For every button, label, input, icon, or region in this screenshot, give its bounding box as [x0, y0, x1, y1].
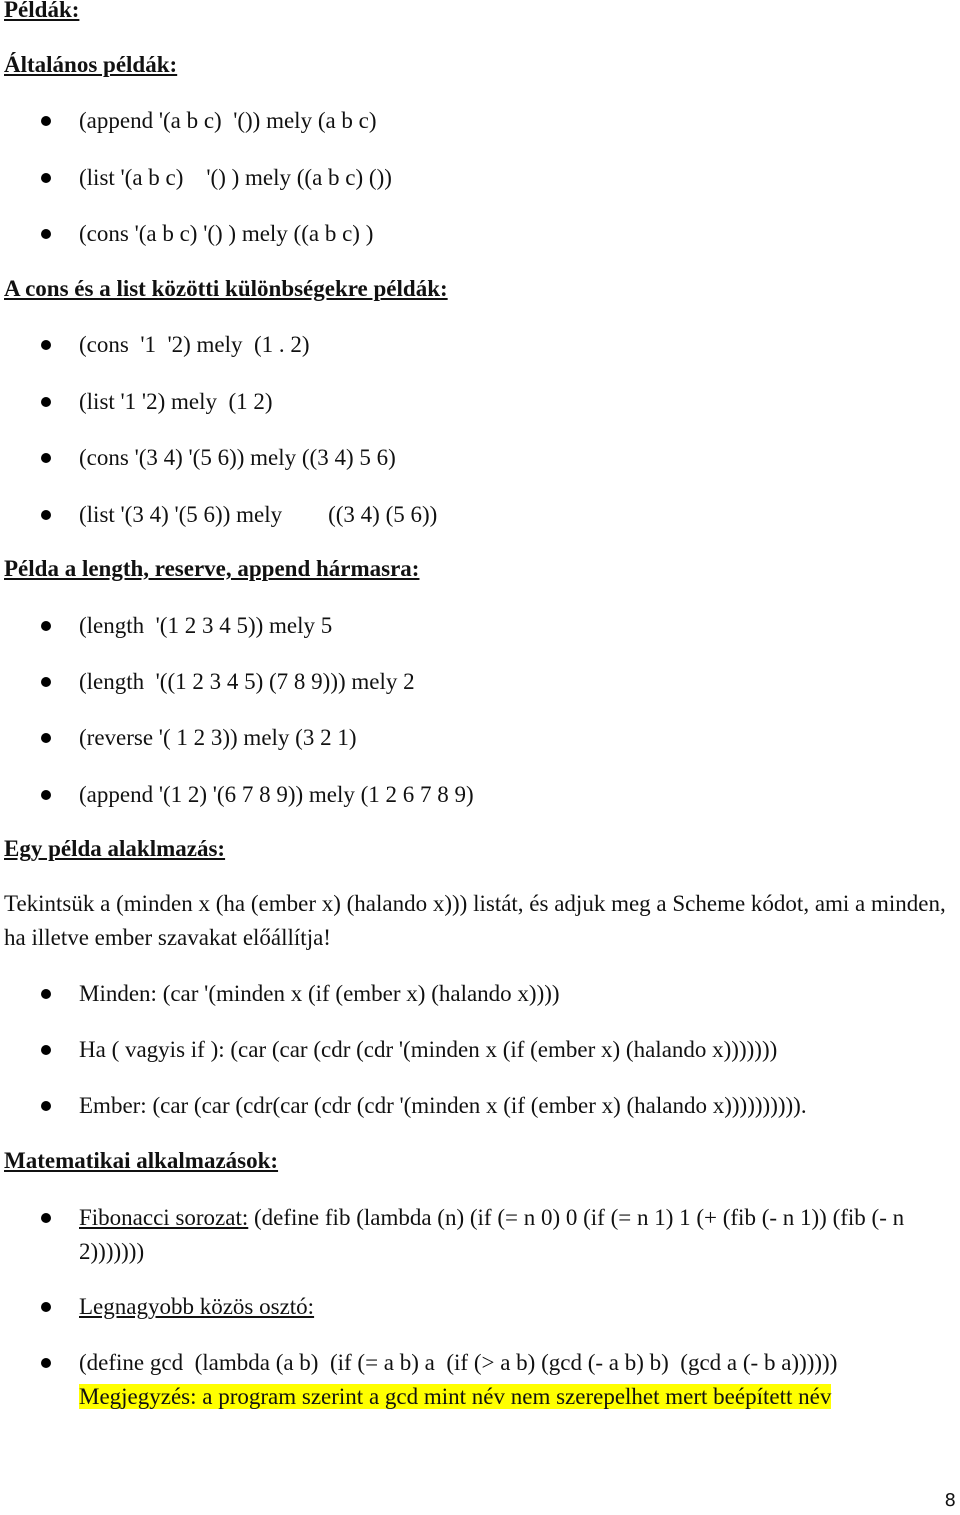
list-item-text: (reverse '( 1 2 3)) mely (3 2 1) — [79, 725, 357, 750]
page-title: Példák: — [4, 0, 80, 22]
gcd-code: (define gcd (lambda (a b) (if (= a b) a (if (> a b) (gcd (- a b) b) (gcd a (- b a)))))) — [79, 1350, 838, 1375]
list-item-text: Minden: (car '(minden x (if (ember x) (halando x)))) — [79, 981, 560, 1006]
page-number: 8 — [944, 1490, 956, 1511]
list-item-text: (list '(3 4) '(5 6)) mely ((3 4) (5 6)) — [79, 502, 438, 527]
gcd-label: Legnagyobb közös osztó: — [79, 1294, 315, 1319]
section-heading-length-reverse-append: Példa a length, reserve, append hármasra: — [4, 556, 420, 581]
bullet-icon — [41, 1045, 51, 1055]
bullet-icon — [41, 621, 51, 631]
bullet-icon — [41, 173, 51, 183]
application-paragraph: Tekintsük a (minden x (ha (ember x) (halando x))) listát, és adjuk meg a Scheme kódot, ami a minden, ha illetve ember szavakat előállítja! — [4, 891, 946, 950]
bullet-icon — [41, 989, 51, 999]
bullet-icon — [41, 397, 51, 407]
section-heading-general: Általános példák: — [4, 52, 178, 77]
bullet-icon — [41, 453, 51, 463]
bullet-icon — [41, 229, 51, 239]
gcd-note: Megjegyzés: a program szerint a gcd mint név nem szerepelhet mert beépített név — [79, 1384, 832, 1409]
list-item-text: (cons '(a b c) '() ) mely ((a b c) ) — [79, 221, 374, 246]
bullet-icon — [41, 510, 51, 520]
list-item-text — [79, 1290, 959, 1324]
list-item-text: Ember: (car (car (cdr(car (cdr (cdr '(minden x (if (ember x) (halando x)))))))))). — [79, 1093, 807, 1118]
list-item-text: (list '1 '2) mely (1 2) — [79, 389, 273, 414]
list-item-text: (append '(1 2) '(6 7 8 9)) mely (1 2 6 7 8 9) — [79, 782, 474, 807]
bullet-icon — [41, 1358, 51, 1368]
bullet-icon — [41, 116, 51, 126]
bullet-icon — [41, 790, 51, 800]
list-item-text: (list '(a b c) '() ) mely ((a b c) ()) — [79, 165, 392, 190]
fibonacci-label: Fibonacci sorozat: — [79, 1205, 249, 1230]
list-item-text: (append '(a b c) '()) mely (a b c) — [79, 108, 377, 133]
list-item-text: Ha ( vagyis if ): (car (car (cdr (cdr '(minden x (if (ember x) (halando x))))))) — [79, 1037, 778, 1062]
section-heading-cons-list: A cons és a list közötti különbségekre példák: — [4, 276, 448, 301]
list-item-text: (length '(1 2 3 4 5)) mely 5 — [79, 613, 333, 638]
list-item-text — [79, 1201, 959, 1269]
bullet-icon — [41, 733, 51, 743]
bullet-icon — [41, 1302, 51, 1312]
bullet-icon — [41, 340, 51, 350]
bullet-icon — [41, 677, 51, 687]
section-heading-application: Egy példa alaklmazás: — [4, 836, 226, 861]
fibonacci-code: (define fib (lambda (n) (if (= n 0) 0 (if (= n 1) 1 (+ (fib (- n 1)) (fib (- n 2))))))) — [79, 1205, 905, 1264]
section-heading-math: Matematikai alkalmazások: — [4, 1148, 279, 1173]
list-item-text: (cons '(3 4) '(5 6)) mely ((3 4) 5 6) — [79, 445, 396, 470]
bullet-icon — [41, 1101, 51, 1111]
list-item-text: (length '((1 2 3 4 5) (7 8 9))) mely 2 — [79, 669, 415, 694]
bullet-icon — [41, 1213, 51, 1223]
list-item-text: (cons '1 '2) mely (1 . 2) — [79, 332, 310, 357]
